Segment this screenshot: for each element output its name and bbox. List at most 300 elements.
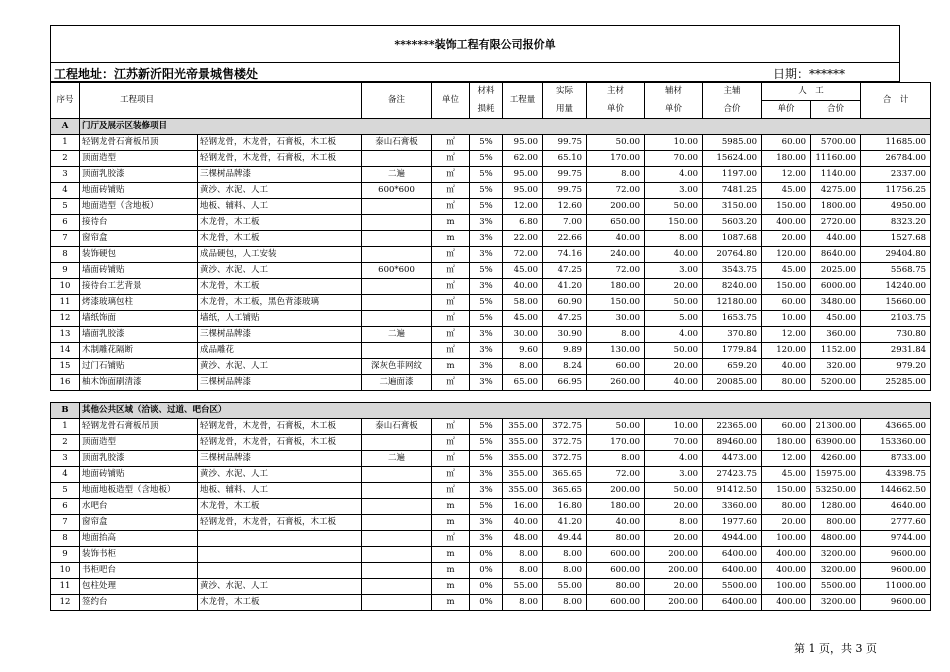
row-main-price: 72.00 bbox=[587, 263, 645, 279]
row-aux-price: 20.00 bbox=[645, 279, 703, 295]
row-seq: 5 bbox=[51, 199, 80, 215]
row-loss: 3% bbox=[470, 247, 503, 263]
row-actual: 8.00 bbox=[543, 595, 587, 611]
row-remark bbox=[362, 343, 432, 359]
row-unit: m bbox=[432, 563, 470, 579]
row-item: 顶面造型 bbox=[80, 151, 198, 167]
row-remark bbox=[362, 483, 432, 499]
header-actual-bottom: 用量 bbox=[543, 101, 587, 119]
row-total: 43398.75 bbox=[861, 467, 931, 483]
row-aux-price: 40.00 bbox=[645, 375, 703, 391]
row-seq: 12 bbox=[51, 311, 80, 327]
header-main-top: 主材 bbox=[587, 83, 645, 101]
row-desc bbox=[198, 531, 362, 547]
row-labor-price: 60.00 bbox=[762, 135, 811, 151]
row-item: 柚木饰面刷清漆 bbox=[80, 375, 198, 391]
row-aux-price: 20.00 bbox=[645, 359, 703, 375]
row-seq: 4 bbox=[51, 467, 80, 483]
row-remark bbox=[362, 311, 432, 327]
row-desc: 黄沙、水泥、人工 bbox=[198, 579, 362, 595]
row-labor-total: 2720.00 bbox=[811, 215, 861, 231]
row-item: 签约台 bbox=[80, 595, 198, 611]
row-actual: 66.95 bbox=[543, 375, 587, 391]
row-desc: 木龙骨，木工板 bbox=[198, 595, 362, 611]
row-labor-total: 440.00 bbox=[811, 231, 861, 247]
row-unit: ㎡ bbox=[432, 151, 470, 167]
row-main-price: 50.00 bbox=[587, 135, 645, 151]
row-loss: 5% bbox=[470, 295, 503, 311]
row-item: 顶面造型 bbox=[80, 435, 198, 451]
row-remark bbox=[362, 151, 432, 167]
row-desc: 墙纸，人工铺贴 bbox=[198, 311, 362, 327]
row-aux-price: 50.00 bbox=[645, 295, 703, 311]
row-loss: 5% bbox=[470, 135, 503, 151]
page-number: 第 1 页，共 3 页 bbox=[794, 642, 877, 655]
row-labor-price: 40.00 bbox=[762, 359, 811, 375]
row-seq: 12 bbox=[51, 595, 80, 611]
row-labor-total: 450.00 bbox=[811, 311, 861, 327]
row-total: 2777.60 bbox=[861, 515, 931, 531]
table-row bbox=[51, 231, 931, 247]
row-loss: 5% bbox=[470, 151, 503, 167]
section-code: A bbox=[51, 119, 80, 135]
row-labor-total: 6000.00 bbox=[811, 279, 861, 295]
row-item: 地面地板造型（含地板） bbox=[80, 483, 198, 499]
row-qty: 65.00 bbox=[503, 375, 543, 391]
row-labor-total: 4275.00 bbox=[811, 183, 861, 199]
row-aux-price: 8.00 bbox=[645, 231, 703, 247]
row-qty: 12.00 bbox=[503, 199, 543, 215]
header-qty: 工程量 bbox=[503, 83, 543, 119]
table-row bbox=[51, 311, 931, 327]
row-qty: 355.00 bbox=[503, 451, 543, 467]
row-total: 2103.75 bbox=[861, 311, 931, 327]
row-aux-price: 3.00 bbox=[645, 183, 703, 199]
row-seq: 11 bbox=[51, 579, 80, 595]
row-sum: 6400.00 bbox=[703, 595, 762, 611]
row-unit: ㎡ bbox=[432, 263, 470, 279]
quote-date: 日期：****** bbox=[773, 67, 846, 81]
row-aux-price: 4.00 bbox=[645, 167, 703, 183]
row-remark bbox=[362, 499, 432, 515]
row-aux-price: 50.00 bbox=[645, 483, 703, 499]
row-qty: 8.00 bbox=[503, 563, 543, 579]
header-aux-bottom: 单价 bbox=[645, 101, 703, 119]
row-labor-price: 12.00 bbox=[762, 327, 811, 343]
document-title: *******装饰工程有限公司报价单 bbox=[50, 25, 900, 63]
header-row-top bbox=[51, 83, 931, 101]
row-unit: ㎡ bbox=[432, 435, 470, 451]
row-qty: 8.00 bbox=[503, 547, 543, 563]
row-seq: 13 bbox=[51, 327, 80, 343]
row-seq: 16 bbox=[51, 375, 80, 391]
row-main-price: 170.00 bbox=[587, 435, 645, 451]
row-loss: 0% bbox=[470, 547, 503, 563]
row-loss: 3% bbox=[470, 375, 503, 391]
row-item: 窗帘盒 bbox=[80, 231, 198, 247]
row-qty: 355.00 bbox=[503, 435, 543, 451]
row-item: 墙面乳胶漆 bbox=[80, 327, 198, 343]
header-loss-bottom: 损耗 bbox=[470, 101, 503, 119]
row-remark: 泰山石膏板 bbox=[362, 419, 432, 435]
row-remark bbox=[362, 579, 432, 595]
row-aux-price: 3.00 bbox=[645, 467, 703, 483]
header-labor-price: 单价 bbox=[762, 101, 811, 119]
row-desc: 轻钢龙骨，木龙骨，石膏板，木工板 bbox=[198, 135, 362, 151]
row-sum: 7481.25 bbox=[703, 183, 762, 199]
row-loss: 3% bbox=[470, 215, 503, 231]
row-main-price: 72.00 bbox=[587, 467, 645, 483]
row-aux-price: 20.00 bbox=[645, 499, 703, 515]
row-loss: 3% bbox=[470, 483, 503, 499]
table-row bbox=[51, 419, 931, 435]
row-item: 墙面砖铺贴 bbox=[80, 263, 198, 279]
row-actual: 365.65 bbox=[543, 483, 587, 499]
section-code: B bbox=[51, 403, 80, 419]
row-total: 979.20 bbox=[861, 359, 931, 375]
row-loss: 0% bbox=[470, 563, 503, 579]
row-loss: 5% bbox=[470, 451, 503, 467]
address-row bbox=[50, 63, 900, 82]
row-seq: 7 bbox=[51, 231, 80, 247]
row-remark: 深灰色菲网纹 bbox=[362, 359, 432, 375]
row-total: 14240.00 bbox=[861, 279, 931, 295]
row-actual: 372.75 bbox=[543, 435, 587, 451]
row-total: 26784.00 bbox=[861, 151, 931, 167]
row-item: 窗帘盒 bbox=[80, 515, 198, 531]
row-main-price: 200.00 bbox=[587, 199, 645, 215]
row-labor-total: 4260.00 bbox=[811, 451, 861, 467]
row-labor-total: 800.00 bbox=[811, 515, 861, 531]
table-row bbox=[51, 343, 931, 359]
row-seq: 6 bbox=[51, 499, 80, 515]
header-labor: 人 工 bbox=[762, 83, 861, 101]
row-main-price: 40.00 bbox=[587, 231, 645, 247]
row-remark bbox=[362, 531, 432, 547]
row-remark bbox=[362, 199, 432, 215]
row-seq: 3 bbox=[51, 167, 80, 183]
row-qty: 40.00 bbox=[503, 279, 543, 295]
row-actual: 60.90 bbox=[543, 295, 587, 311]
row-item: 接待台工艺背景 bbox=[80, 279, 198, 295]
row-unit: ㎡ bbox=[432, 483, 470, 499]
row-seq: 2 bbox=[51, 151, 80, 167]
row-desc: 地板、辅料、人工 bbox=[198, 483, 362, 499]
row-labor-total: 15975.00 bbox=[811, 467, 861, 483]
row-desc: 木龙骨，木工板 bbox=[198, 215, 362, 231]
row-labor-total: 360.00 bbox=[811, 327, 861, 343]
row-remark bbox=[362, 247, 432, 263]
row-unit: ㎡ bbox=[432, 343, 470, 359]
row-sum: 15624.00 bbox=[703, 151, 762, 167]
row-labor-price: 180.00 bbox=[762, 151, 811, 167]
row-item: 轻钢龙骨石膏板吊顶 bbox=[80, 135, 198, 151]
row-item: 轻钢龙骨石膏板吊顶 bbox=[80, 419, 198, 435]
row-actual: 16.80 bbox=[543, 499, 587, 515]
row-seq: 10 bbox=[51, 563, 80, 579]
row-labor-total: 21300.00 bbox=[811, 419, 861, 435]
row-seq: 11 bbox=[51, 295, 80, 311]
row-qty: 355.00 bbox=[503, 467, 543, 483]
row-actual: 47.25 bbox=[543, 263, 587, 279]
row-sum: 22365.00 bbox=[703, 419, 762, 435]
row-loss: 3% bbox=[470, 231, 503, 247]
table-row bbox=[51, 215, 931, 231]
row-remark: 二遍 bbox=[362, 451, 432, 467]
row-labor-price: 150.00 bbox=[762, 199, 811, 215]
row-labor-price: 100.00 bbox=[762, 579, 811, 595]
row-unit: m bbox=[432, 499, 470, 515]
table-row bbox=[51, 467, 931, 483]
row-remark bbox=[362, 595, 432, 611]
header-actual-top: 实际 bbox=[543, 83, 587, 101]
row-total: 144662.50 bbox=[861, 483, 931, 499]
row-unit: ㎡ bbox=[432, 295, 470, 311]
row-loss: 3% bbox=[470, 515, 503, 531]
row-seq: 9 bbox=[51, 263, 80, 279]
row-sum: 5985.00 bbox=[703, 135, 762, 151]
row-aux-price: 10.00 bbox=[645, 419, 703, 435]
row-item: 地面砖铺贴 bbox=[80, 183, 198, 199]
row-actual: 372.75 bbox=[543, 451, 587, 467]
row-unit: ㎡ bbox=[432, 467, 470, 483]
row-seq: 6 bbox=[51, 215, 80, 231]
row-unit: ㎡ bbox=[432, 311, 470, 327]
table-row bbox=[51, 515, 931, 531]
row-qty: 8.00 bbox=[503, 359, 543, 375]
row-labor-total: 53250.00 bbox=[811, 483, 861, 499]
row-unit: m bbox=[432, 515, 470, 531]
row-loss: 3% bbox=[470, 359, 503, 375]
row-unit: ㎡ bbox=[432, 247, 470, 263]
row-unit: ㎡ bbox=[432, 327, 470, 343]
row-item: 顶面乳胶漆 bbox=[80, 167, 198, 183]
row-sum: 1779.84 bbox=[703, 343, 762, 359]
row-aux-price: 70.00 bbox=[645, 151, 703, 167]
row-remark bbox=[362, 563, 432, 579]
row-aux-price: 8.00 bbox=[645, 515, 703, 531]
row-remark: 二遍 bbox=[362, 327, 432, 343]
row-desc: 轻钢龙骨，木龙骨，石膏板，木工板 bbox=[198, 151, 362, 167]
row-sum: 12180.00 bbox=[703, 295, 762, 311]
row-labor-price: 45.00 bbox=[762, 183, 811, 199]
row-remark: 二遍 bbox=[362, 167, 432, 183]
row-desc: 黄沙、水泥、人工 bbox=[198, 183, 362, 199]
header-labor-total: 合价 bbox=[811, 101, 861, 119]
table-row bbox=[51, 451, 931, 467]
row-aux-price: 3.00 bbox=[645, 263, 703, 279]
row-labor-price: 12.00 bbox=[762, 167, 811, 183]
row-qty: 45.00 bbox=[503, 263, 543, 279]
table-row bbox=[51, 135, 931, 151]
row-seq: 14 bbox=[51, 343, 80, 359]
project-address: 工程地址：江苏新沂阳光帝景城售楼处 bbox=[54, 67, 259, 81]
row-actual: 99.75 bbox=[543, 135, 587, 151]
row-aux-price: 50.00 bbox=[645, 343, 703, 359]
row-actual: 49.44 bbox=[543, 531, 587, 547]
row-main-price: 80.00 bbox=[587, 531, 645, 547]
section-gap bbox=[51, 391, 931, 403]
row-item: 包柱处理 bbox=[80, 579, 198, 595]
row-labor-price: 120.00 bbox=[762, 247, 811, 263]
row-main-price: 130.00 bbox=[587, 343, 645, 359]
row-actual: 7.00 bbox=[543, 215, 587, 231]
row-item: 接待台 bbox=[80, 215, 198, 231]
row-unit: ㎡ bbox=[432, 199, 470, 215]
row-seq: 1 bbox=[51, 419, 80, 435]
row-labor-price: 400.00 bbox=[762, 547, 811, 563]
row-desc: 黄沙、水泥、人工 bbox=[198, 263, 362, 279]
row-main-price: 40.00 bbox=[587, 515, 645, 531]
row-remark bbox=[362, 515, 432, 531]
row-main-price: 30.00 bbox=[587, 311, 645, 327]
row-main-price: 80.00 bbox=[587, 579, 645, 595]
row-main-price: 240.00 bbox=[587, 247, 645, 263]
row-labor-total: 320.00 bbox=[811, 359, 861, 375]
table-row bbox=[51, 359, 931, 375]
row-actual: 8.24 bbox=[543, 359, 587, 375]
row-remark: 600*600 bbox=[362, 183, 432, 199]
header-unit: 单位 bbox=[432, 83, 470, 119]
row-actual: 99.75 bbox=[543, 183, 587, 199]
row-labor-price: 120.00 bbox=[762, 343, 811, 359]
row-desc: 三棵树品牌漆 bbox=[198, 375, 362, 391]
section-header-row bbox=[51, 403, 931, 419]
row-loss: 5% bbox=[470, 263, 503, 279]
row-desc: 黄沙、水泥、人工 bbox=[198, 467, 362, 483]
row-labor-total: 3200.00 bbox=[811, 563, 861, 579]
row-unit: ㎡ bbox=[432, 375, 470, 391]
row-actual: 30.90 bbox=[543, 327, 587, 343]
row-loss: 3% bbox=[470, 279, 503, 295]
row-seq: 8 bbox=[51, 531, 80, 547]
row-seq: 9 bbox=[51, 547, 80, 563]
row-unit: ㎡ bbox=[432, 183, 470, 199]
row-total: 11000.00 bbox=[861, 579, 931, 595]
row-desc: 三棵树品牌漆 bbox=[198, 167, 362, 183]
row-main-price: 50.00 bbox=[587, 419, 645, 435]
table-row bbox=[51, 167, 931, 183]
row-sum: 5500.00 bbox=[703, 579, 762, 595]
row-aux-price: 20.00 bbox=[645, 531, 703, 547]
row-unit: ㎡ bbox=[432, 451, 470, 467]
row-main-price: 180.00 bbox=[587, 279, 645, 295]
row-desc: 木龙骨，木工板，黑色背漆玻璃 bbox=[198, 295, 362, 311]
row-aux-price: 20.00 bbox=[645, 579, 703, 595]
quote-table bbox=[50, 82, 931, 611]
row-desc: 木龙骨，木工板 bbox=[198, 279, 362, 295]
row-total: 8323.20 bbox=[861, 215, 931, 231]
row-sum: 1087.68 bbox=[703, 231, 762, 247]
table-row bbox=[51, 183, 931, 199]
row-qty: 40.00 bbox=[503, 515, 543, 531]
row-seq: 7 bbox=[51, 515, 80, 531]
row-actual: 372.75 bbox=[543, 419, 587, 435]
row-total: 25285.00 bbox=[861, 375, 931, 391]
row-total: 1527.68 bbox=[861, 231, 931, 247]
table-row bbox=[51, 563, 931, 579]
table-row bbox=[51, 151, 931, 167]
row-remark bbox=[362, 215, 432, 231]
row-aux-price: 200.00 bbox=[645, 563, 703, 579]
table-row bbox=[51, 595, 931, 611]
row-sum: 659.20 bbox=[703, 359, 762, 375]
row-sum: 20764.80 bbox=[703, 247, 762, 263]
row-main-price: 200.00 bbox=[587, 483, 645, 499]
table-row bbox=[51, 327, 931, 343]
section-gap-cell bbox=[51, 391, 931, 403]
row-sum: 8240.00 bbox=[703, 279, 762, 295]
row-desc: 黄沙、水泥、人工 bbox=[198, 359, 362, 375]
row-remark bbox=[362, 547, 432, 563]
row-total: 9600.00 bbox=[861, 547, 931, 563]
quote-sheet bbox=[50, 25, 927, 611]
row-total: 9600.00 bbox=[861, 563, 931, 579]
row-desc: 成品雕花 bbox=[198, 343, 362, 359]
row-item: 装饰硬包 bbox=[80, 247, 198, 263]
row-unit: ㎡ bbox=[432, 135, 470, 151]
row-remark bbox=[362, 279, 432, 295]
row-sum: 5603.20 bbox=[703, 215, 762, 231]
row-total: 5568.75 bbox=[861, 263, 931, 279]
section-header-row bbox=[51, 119, 931, 135]
row-labor-total: 1140.00 bbox=[811, 167, 861, 183]
row-loss: 3% bbox=[470, 531, 503, 547]
row-qty: 72.00 bbox=[503, 247, 543, 263]
row-loss: 3% bbox=[470, 327, 503, 343]
row-item: 顶面乳胶漆 bbox=[80, 451, 198, 467]
row-seq: 8 bbox=[51, 247, 80, 263]
row-labor-price: 150.00 bbox=[762, 483, 811, 499]
row-main-price: 60.00 bbox=[587, 359, 645, 375]
row-item: 墙纸饰面 bbox=[80, 311, 198, 327]
row-seq: 4 bbox=[51, 183, 80, 199]
table-row bbox=[51, 547, 931, 563]
row-desc: 轻钢龙骨，木龙骨，石膏板，木工板 bbox=[198, 435, 362, 451]
row-labor-total: 8640.00 bbox=[811, 247, 861, 263]
table-row bbox=[51, 199, 931, 215]
row-actual: 55.00 bbox=[543, 579, 587, 595]
row-desc: 轻钢龙骨，木龙骨，石膏板，木工板 bbox=[198, 515, 362, 531]
row-labor-total: 3480.00 bbox=[811, 295, 861, 311]
row-actual: 47.25 bbox=[543, 311, 587, 327]
row-aux-price: 50.00 bbox=[645, 199, 703, 215]
header-sum-bottom: 合价 bbox=[703, 101, 762, 119]
row-labor-total: 11160.00 bbox=[811, 151, 861, 167]
row-item: 地面造型（含地板） bbox=[80, 199, 198, 215]
row-remark bbox=[362, 295, 432, 311]
row-qty: 55.00 bbox=[503, 579, 543, 595]
row-seq: 15 bbox=[51, 359, 80, 375]
row-labor-price: 45.00 bbox=[762, 467, 811, 483]
row-sum: 27423.75 bbox=[703, 467, 762, 483]
row-unit: m bbox=[432, 215, 470, 231]
table-row bbox=[51, 435, 931, 451]
header-main-bottom: 单价 bbox=[587, 101, 645, 119]
row-sum: 370.80 bbox=[703, 327, 762, 343]
row-main-price: 170.00 bbox=[587, 151, 645, 167]
row-qty: 22.00 bbox=[503, 231, 543, 247]
row-aux-price: 70.00 bbox=[645, 435, 703, 451]
row-actual: 74.16 bbox=[543, 247, 587, 263]
row-total: 9744.00 bbox=[861, 531, 931, 547]
row-aux-price: 40.00 bbox=[645, 247, 703, 263]
row-labor-total: 3200.00 bbox=[811, 547, 861, 563]
row-qty: 48.00 bbox=[503, 531, 543, 547]
row-qty: 95.00 bbox=[503, 183, 543, 199]
row-main-price: 260.00 bbox=[587, 375, 645, 391]
table-row bbox=[51, 579, 931, 595]
